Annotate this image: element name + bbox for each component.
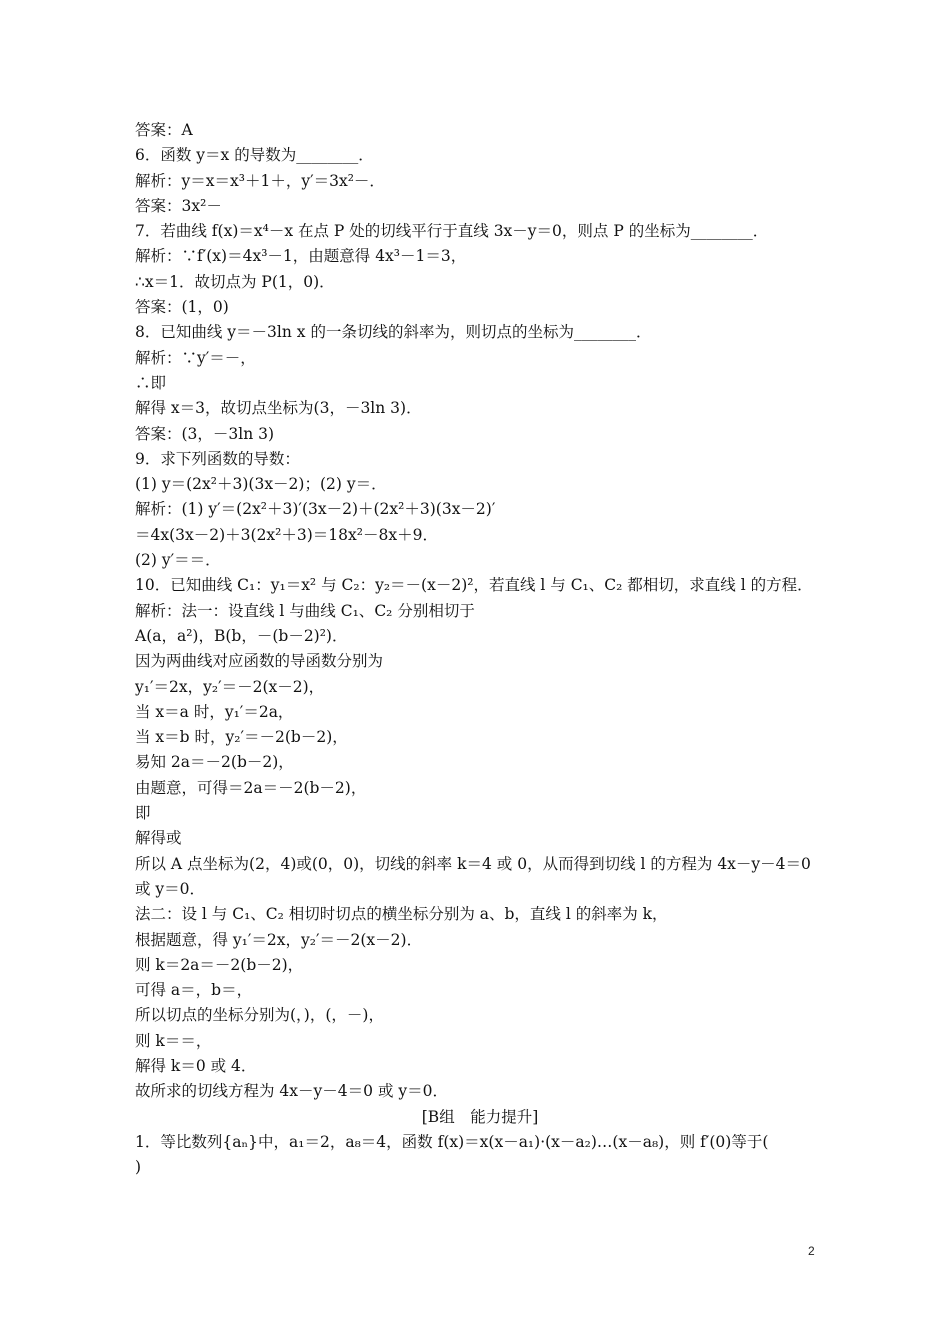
solution-10-line-5: 当 x＝a 时，y₁′＝2a，: [135, 702, 294, 721]
page-content: [135, 118, 825, 1180]
method-2-line-1: 法二：设 l 与 C₁、C₂ 相切时切点的横坐标分别为 a、b，直线 l 的斜率为 k，: [135, 905, 668, 924]
solution-10-line-8: 由题意，可得＝2a＝－2(b－2)，: [135, 778, 367, 797]
method-2-line-6: 则 k＝＝，: [135, 1031, 212, 1050]
question-8: 8．已知曲线 y＝－3ln x 的一条切线的斜率为，则切点的坐标为________．: [135, 323, 652, 342]
solution-9-line-2: ＝4x(3x－2)＋3(2x²＋3)＝18x²－8x＋9．: [135, 525, 438, 544]
question-10: 10．已知曲线 C₁：y₁＝x² 与 C₂：y₂＝－(x－2)²，若直线 l 与 C₁、C₂ 都相切，求直线 l 的方程．: [135, 576, 813, 595]
answer-6: 答案：3x²－: [135, 196, 222, 215]
solution-9-line-3: (2) y′＝＝．: [135, 551, 221, 570]
question-6: 6．函数 y＝x 的导数为________．: [135, 146, 374, 165]
method-2-line-5: 所以切点的坐标分别为(，)，(，－)，: [135, 1006, 384, 1025]
answer-5: 答案：A: [135, 121, 193, 139]
method-2-line-4: 可得 a＝，b＝，: [135, 981, 253, 1000]
solution-10-line-4: y₁′＝2x，y₂′＝－2(x－2)，: [135, 677, 325, 696]
solution-8-line-3: 解得 x＝3，故切点坐标为(3，－3ln 3)．: [135, 399, 422, 418]
solution-10-line-10: 解得或: [135, 829, 182, 848]
solution-10-line-12: 或 y＝0．: [135, 879, 206, 898]
solution-8-line-2: ∴即: [135, 373, 167, 392]
method-2-line-7: 解得 k＝0 或 4．: [135, 1056, 257, 1075]
solution-10-line-7: 易知 2a＝－2(b－2)，: [135, 753, 294, 772]
solution-10-line-6: 当 x＝b 时，y₂′＝－2(b－2)，: [135, 728, 348, 747]
solution-10-line-3: 因为两曲线对应函数的导函数分别为: [135, 652, 384, 671]
answer-8: 答案：(3，－3ln 3): [135, 424, 275, 443]
question-7: 7．若曲线 f(x)＝x⁴－x 在点 P 处的切线平行于直线 3x－y＝0，则点 P 的坐标为________．: [135, 222, 769, 241]
answer-7: 答案：(1，0): [135, 298, 229, 317]
question-9: 9．求下列函数的导数：: [135, 449, 300, 468]
question-9-parts: (1) y＝(2x²＋3)(3x－2)；(2) y＝．: [135, 475, 387, 494]
solution-6: 解析：y＝x＝x³＋1＋，y′＝3x²－．: [135, 171, 385, 190]
solution-10-line-1: 解析：法一：设直线 l 与曲线 C₁、C₂ 分别相切于: [135, 601, 475, 620]
page-number: 2: [808, 1244, 815, 1258]
method-2-line-8: 故所求的切线方程为 4x－y－4＝0 或 y＝0．: [135, 1082, 448, 1101]
solution-8-line-1: 解析：∵y′＝－，: [135, 348, 256, 367]
solution-7-line-2: ∴x＝1．故切点为 P(1，0)．: [135, 272, 335, 291]
solution-9-line-1: 解析：(1) y′＝(2x²＋3)′(3x－2)＋(2x²＋3)(3x－2)′: [135, 500, 496, 519]
solution-10-line-11: 所以 A 点坐标为(2，4)或(0，0)，切线的斜率 k＝4 或 0，从而得到切线 l 的方程为 4x－y－4＝0: [135, 854, 811, 873]
section-heading-b: [B组 能力提升]: [421, 1107, 539, 1126]
question-b1: 1．等比数列{aₙ}中，a₁＝2，a₈＝4，函数 f(x)＝x(x－a₁)·(x－a₂)…(x－a₈)，则 f′(0)等于(: [135, 1132, 769, 1151]
question-b1-continued: ): [135, 1158, 142, 1177]
solution-7-line-1: 解析：∵f′(x)＝4x³－1，由题意得 4x³－1＝3，: [135, 247, 467, 266]
solution-10-line-2: A(a，a²)，B(b，－(b－2)²)．: [135, 626, 348, 645]
method-2-line-2: 根据题意，得 y₁′＝2x，y₂′＝－2(x－2)．: [135, 930, 423, 949]
method-2-line-3: 则 k＝2a＝－2(b－2)，: [135, 955, 304, 974]
solution-10-line-9: 即: [135, 804, 151, 823]
